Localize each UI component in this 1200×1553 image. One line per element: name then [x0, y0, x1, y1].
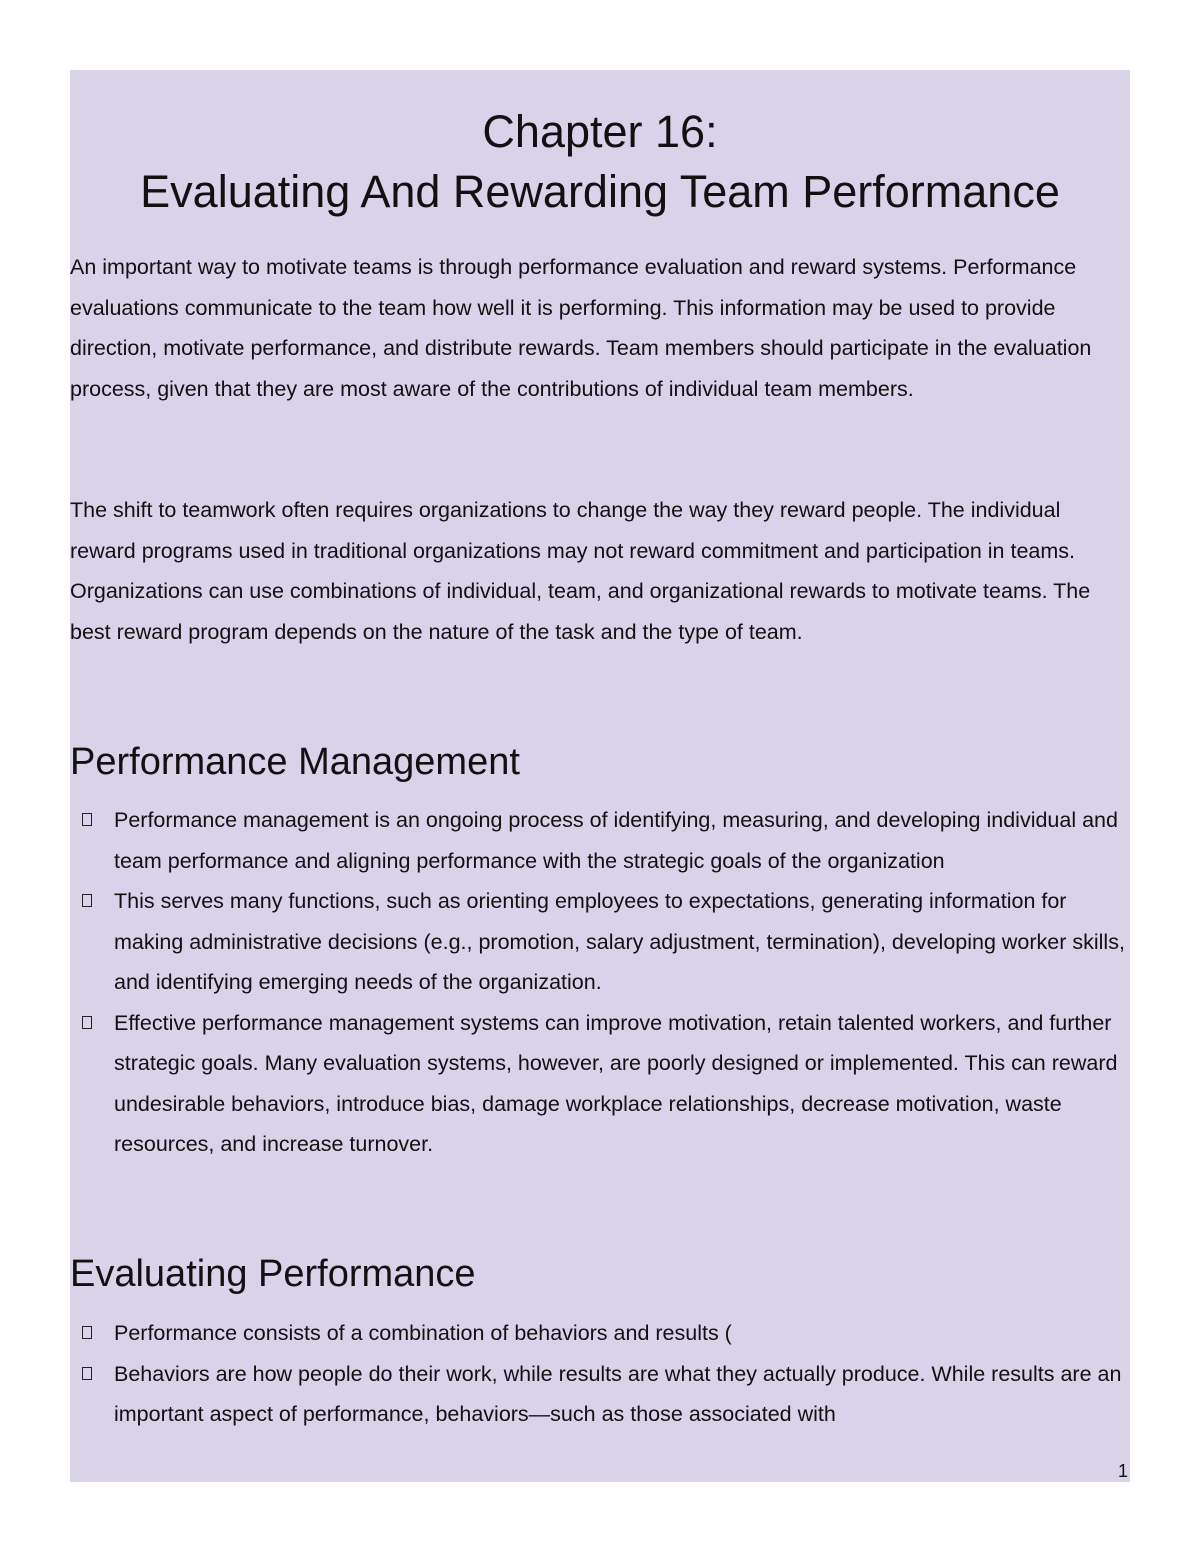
page-number: 1 — [1118, 1461, 1129, 1481]
bullet-box-icon — [82, 1367, 92, 1380]
page-title — [0, 102, 1200, 222]
bullet-box-icon — [82, 1326, 92, 1339]
bullet-box-icon — [82, 813, 92, 826]
list-item — [80, 1003, 1125, 1165]
bullet-box-icon — [82, 894, 92, 907]
section-heading-performance-management: Performance Management — [70, 741, 520, 783]
list-item — [80, 1313, 1125, 1354]
intro-paragraph-1: An important way to motivate teams is through performance evaluation and reward systems. Performance evaluations communicate to the team how well it is performing. This information may be used to provide direction, motivate performance, and distribute rewards. Team members should participate in the evaluation process, given that they are most aware of the contributions of individual team members. — [70, 255, 1092, 402]
list-item-text: Behaviors are how people do their work, while results are what they actually produce. While results are an important aspect of performance, behaviors—such as those associated with — [114, 1361, 1122, 1426]
chapter-title: Evaluating And Rewarding Team Performance — [140, 166, 1060, 217]
list-item-text: Performance management is an ongoing process of identifying, measuring, and developing individual and team performance and aligning performance with the strategic goals of the organization — [114, 808, 1118, 873]
performance-management-list — [80, 800, 1125, 1165]
list-item-text: Effective performance management systems can improve motivation, retain talented workers, and further strategic goals. Many evaluation systems, however, are poorly designed or implemented. This can reward undesirable behaviors, introduce bias, damage workplace relationships, decrease motivation, waste resources, and increase turnover. — [114, 1010, 1118, 1156]
chapter-number: Chapter 16: — [482, 106, 718, 157]
evaluating-performance-list — [80, 1313, 1125, 1435]
bullet-box-icon — [82, 1016, 92, 1029]
section-heading-evaluating-performance: Evaluating Performance — [70, 1253, 476, 1295]
list-item — [80, 1354, 1125, 1435]
list-item-text: Performance consists of a combination of behaviors and results ( — [114, 1321, 732, 1345]
intro-paragraph-2: The shift to teamwork often requires organizations to change the way they reward people. The individual reward programs used in traditional organizations may not reward commitment and participation in teams. Organizations can use combinations of individual, team, and organizational rewards to motivate teams. The best reward program depends on the nature of the task and the type of team. — [70, 498, 1091, 645]
list-item-text: This serves many functions, such as orienting employees to expectations, generating information for making administrative decisions (e.g., promotion, salary adjustment, termination), developing worker skills, and identifying emerging needs of the organization. — [114, 889, 1125, 994]
list-item — [80, 800, 1125, 881]
list-item — [80, 881, 1125, 1003]
